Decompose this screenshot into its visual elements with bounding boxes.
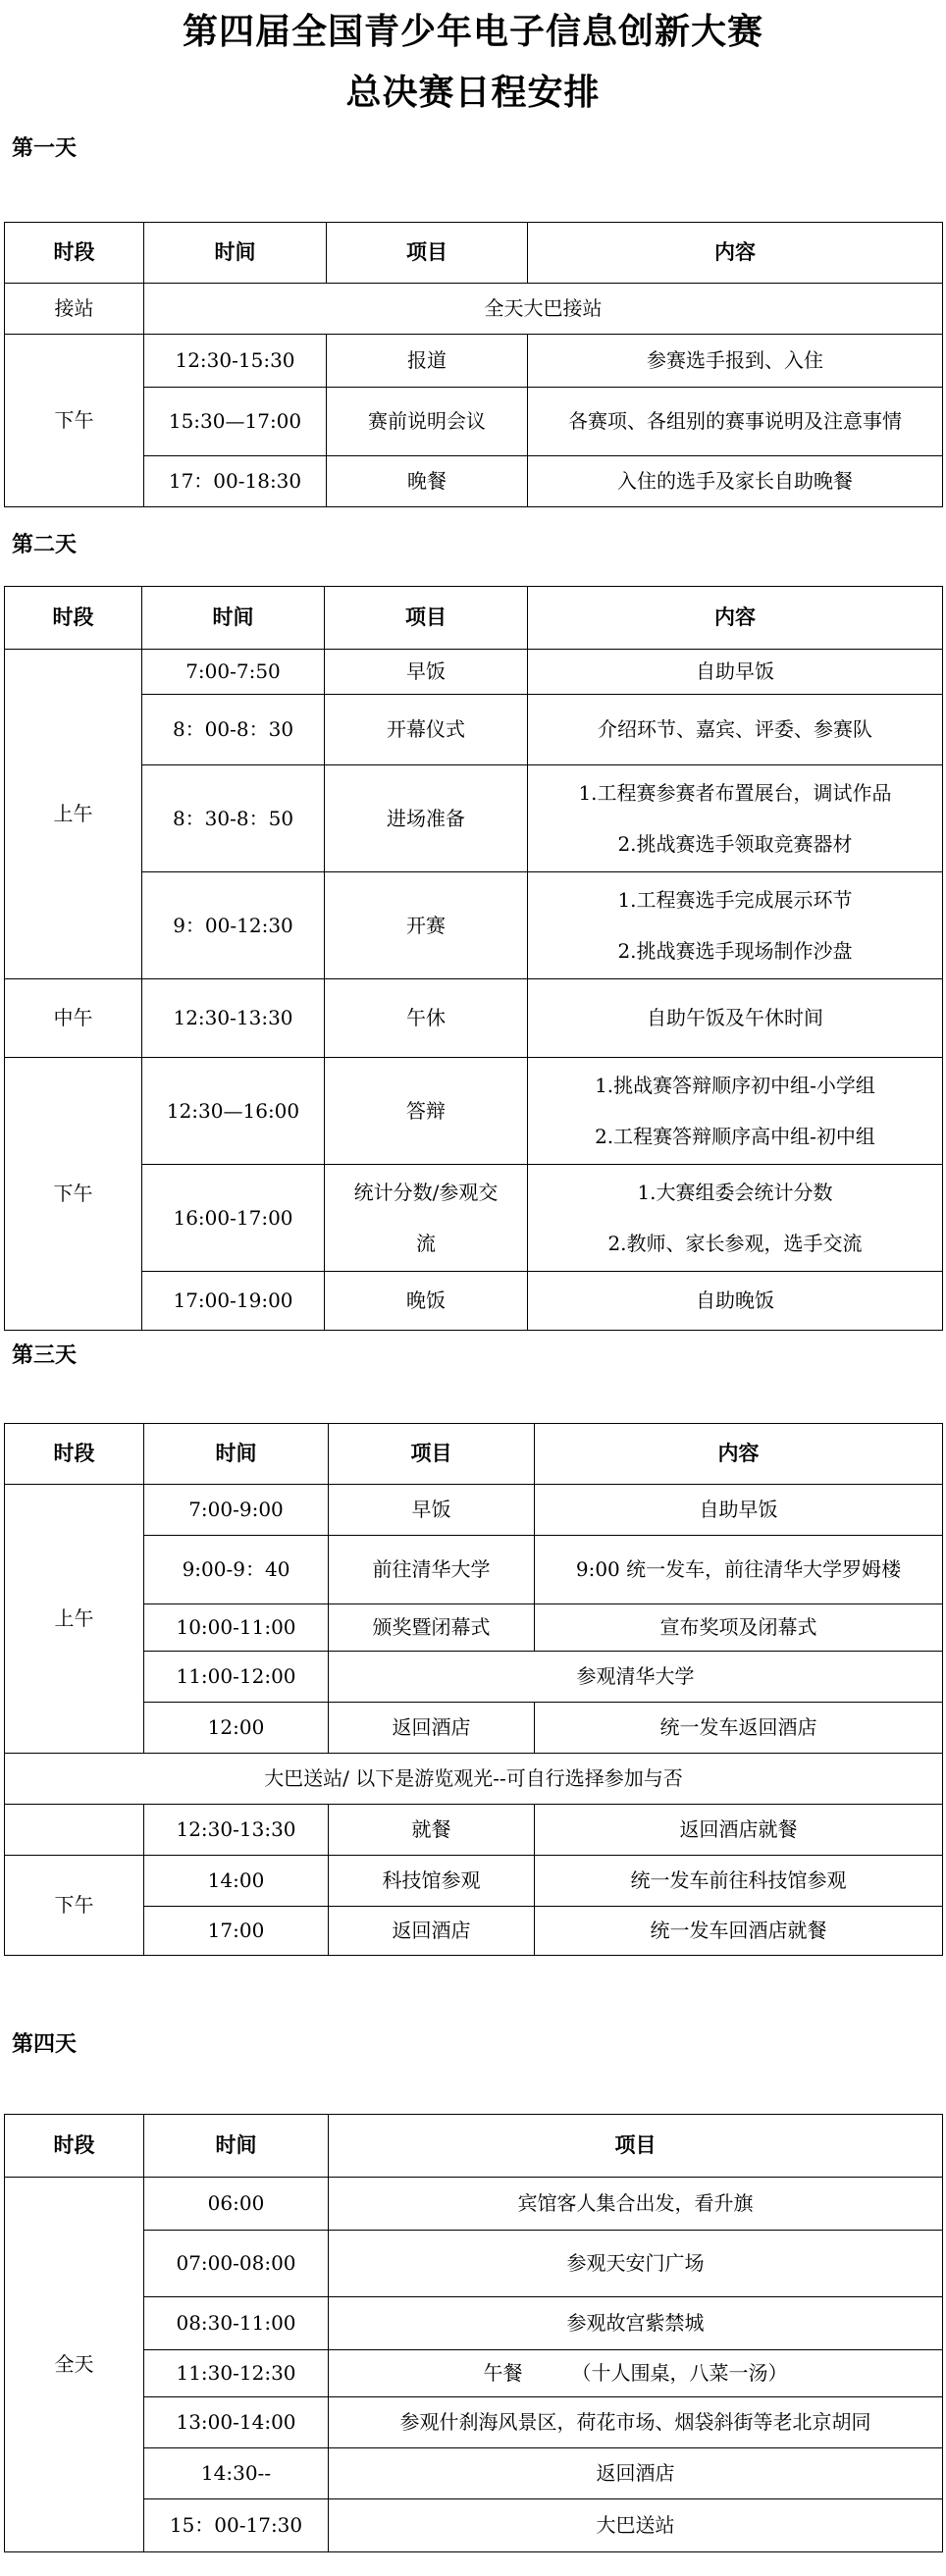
- item-cell: 返回酒店: [329, 2448, 943, 2499]
- content-cell: 参观清华大学: [329, 1652, 943, 1703]
- header-item: 项目: [327, 223, 528, 284]
- content-line: 2.工程赛答辩顺序高中组-初中组: [595, 1125, 875, 1148]
- header-content: 内容: [535, 1424, 943, 1485]
- item-cell: 报道: [327, 335, 528, 388]
- content-cell: [528, 1058, 943, 1165]
- day3-heading: 第三天: [12, 1342, 78, 1368]
- content-cell: [528, 1165, 943, 1272]
- item-cell: 午休: [325, 979, 528, 1058]
- day1-schedule-table: [4, 222, 943, 507]
- day4-schedule-table: [4, 2114, 943, 2552]
- time-cell: 11:30-12:30: [144, 2350, 329, 2397]
- content-cell: 统一发车前往科技馆参观: [535, 1856, 943, 1907]
- item-cell: 返回酒店: [329, 1703, 535, 1754]
- content-cell: 统一发车返回酒店: [535, 1703, 943, 1754]
- item-cell: [325, 1165, 528, 1272]
- content-line: 1.挑战赛答辩顺序初中组-小学组: [595, 1074, 875, 1097]
- content-cell: 入住的选手及家长自助晚餐: [528, 456, 943, 507]
- period-cell: 接站: [5, 284, 144, 335]
- header-item: 项目: [325, 587, 528, 650]
- item-cell: 早饭: [329, 1485, 535, 1536]
- content-line: 1.工程赛参赛者布置展台，调试作品: [578, 781, 892, 805]
- item-cell: 赛前说明会议: [327, 388, 528, 456]
- day2-schedule-table: [4, 586, 943, 1331]
- time-cell: 9:00-9：40: [144, 1536, 329, 1604]
- header-time: 时间: [144, 2115, 329, 2178]
- time-cell: 15：00-17:30: [144, 2499, 329, 2552]
- item-cell: 进场准备: [325, 765, 528, 872]
- notice-row: 大巴送站/ 以下是游览观光--可自行选择参加与否: [5, 1754, 943, 1805]
- content-cell: 自助早饭: [535, 1485, 943, 1536]
- period-cell: 下午: [5, 335, 144, 507]
- item-line: 统计分数/参观交: [353, 1181, 499, 1204]
- content-cell: 9:00 统一发车，前往清华大学罗姆楼: [535, 1536, 943, 1604]
- page-title-line2: 总决赛日程安排: [345, 72, 601, 113]
- item-cell: 晚饭: [325, 1272, 528, 1331]
- item-cell: 参观天安门广场: [329, 2231, 943, 2297]
- header-item: 项目: [329, 1424, 535, 1485]
- content-cell: 自助午饭及午休时间: [528, 979, 943, 1058]
- content-cell: 参赛选手报到、入住: [528, 335, 943, 388]
- content-line: 2.挑战赛选手领取竞赛器材: [617, 832, 853, 856]
- item-cell: 科技馆参观: [329, 1856, 535, 1907]
- content-cell: 介绍环节、嘉宾、评委、参赛队: [528, 695, 943, 765]
- header-period: 时段: [5, 2115, 144, 2178]
- item-cell: 开赛: [325, 872, 528, 979]
- content-cell: 全天大巴接站: [144, 284, 943, 335]
- item-cell: 颁奖暨闭幕式: [329, 1604, 535, 1652]
- content-line: 2.挑战赛选手现场制作沙盘: [617, 939, 853, 963]
- time-cell: 8：30-8：50: [142, 765, 325, 872]
- content-cell: 自助晚饭: [528, 1272, 943, 1331]
- content-line: 1.大赛组委会统计分数: [637, 1181, 833, 1204]
- time-cell: 10:00-11:00: [144, 1604, 329, 1652]
- time-cell: 13:00-14:00: [144, 2397, 329, 2448]
- time-cell: 17：00-18:30: [144, 456, 327, 507]
- item-cell: 参观什刹海风景区，荷花市场、烟袋斜街等老北京胡同: [329, 2397, 943, 2448]
- item-cell: 返回酒店: [329, 1907, 535, 1956]
- header-time: 时间: [144, 223, 327, 284]
- content-cell: [528, 765, 943, 872]
- time-cell: 11:00-12:00: [144, 1652, 329, 1703]
- period-cell: 下午: [5, 1856, 144, 1956]
- item-cell: 答辩: [325, 1058, 528, 1165]
- header-content: 内容: [528, 223, 943, 284]
- time-cell: 12:00: [144, 1703, 329, 1754]
- time-cell: 12:30-13:30: [142, 979, 325, 1058]
- day3-schedule-table: [4, 1423, 943, 1956]
- header-period: 时段: [5, 587, 142, 650]
- item-cell: 早饭: [325, 650, 528, 695]
- content-cell: 宣布奖项及闭幕式: [535, 1604, 943, 1652]
- time-cell: 14:00: [144, 1856, 329, 1907]
- day2-heading: 第二天: [12, 532, 78, 557]
- period-cell: 中午: [5, 979, 142, 1058]
- time-cell: 12:30-15:30: [144, 335, 327, 388]
- item-cell: 就餐: [329, 1805, 535, 1856]
- item-cell: 晚餐: [327, 456, 528, 507]
- content-line: 1.工程赛选手完成展示环节: [617, 888, 853, 912]
- time-cell: 12:30—16:00: [142, 1058, 325, 1165]
- header-period: 时段: [5, 223, 144, 284]
- item-cell: 开幕仪式: [325, 695, 528, 765]
- header-period: 时段: [5, 1424, 144, 1485]
- day1-heading: 第一天: [12, 135, 78, 161]
- content-cell: 统一发车回酒店就餐: [535, 1907, 943, 1956]
- time-cell: 7:00-9:00: [144, 1485, 329, 1536]
- time-cell: 08:30-11:00: [144, 2297, 329, 2350]
- item-cell: 参观故宫紫禁城: [329, 2297, 943, 2350]
- period-cell: [5, 1805, 144, 1856]
- day4-heading: 第四天: [12, 2031, 78, 2057]
- period-cell: 下午: [5, 1058, 142, 1331]
- time-cell: 9：00-12:30: [142, 872, 325, 979]
- content-cell: 各赛项、各组别的赛事说明及注意事情: [528, 388, 943, 456]
- time-cell: 12:30-13:30: [144, 1805, 329, 1856]
- time-cell: 17:00-19:00: [142, 1272, 325, 1331]
- period-cell: 上午: [5, 650, 142, 979]
- header-content: 内容: [528, 587, 943, 650]
- header-time: 时间: [144, 1424, 329, 1485]
- time-cell: 07:00-08:00: [144, 2231, 329, 2297]
- time-cell: 06:00: [144, 2178, 329, 2231]
- time-cell: 16:00-17:00: [142, 1165, 325, 1272]
- time-cell: 7:00-7:50: [142, 650, 325, 695]
- time-cell: 15:30—17:00: [144, 388, 327, 456]
- time-cell: 17:00: [144, 1907, 329, 1956]
- period-cell: 上午: [5, 1485, 144, 1754]
- period-cell: 全天: [5, 2178, 144, 2552]
- content-cell: [528, 872, 943, 979]
- content-cell: 自助早饭: [528, 650, 943, 695]
- content-cell: 返回酒店就餐: [535, 1805, 943, 1856]
- item-cell: 前往清华大学: [329, 1536, 535, 1604]
- item-cell: 午餐 （十人围桌，八菜一汤）: [329, 2350, 943, 2397]
- time-cell: 14:30--: [144, 2448, 329, 2499]
- item-line: 流: [416, 1232, 436, 1255]
- page-title-line1: 第四届全国青少年电子信息创新大赛: [182, 11, 763, 52]
- time-cell: 8：00-8：30: [142, 695, 325, 765]
- header-item: 项目: [329, 2115, 943, 2178]
- header-time: 时间: [142, 587, 325, 650]
- item-cell: 宾馆客人集合出发，看升旗: [329, 2178, 943, 2231]
- item-cell: 大巴送站: [329, 2499, 943, 2552]
- content-line: 2.教师、家长参观，选手交流: [607, 1232, 863, 1255]
